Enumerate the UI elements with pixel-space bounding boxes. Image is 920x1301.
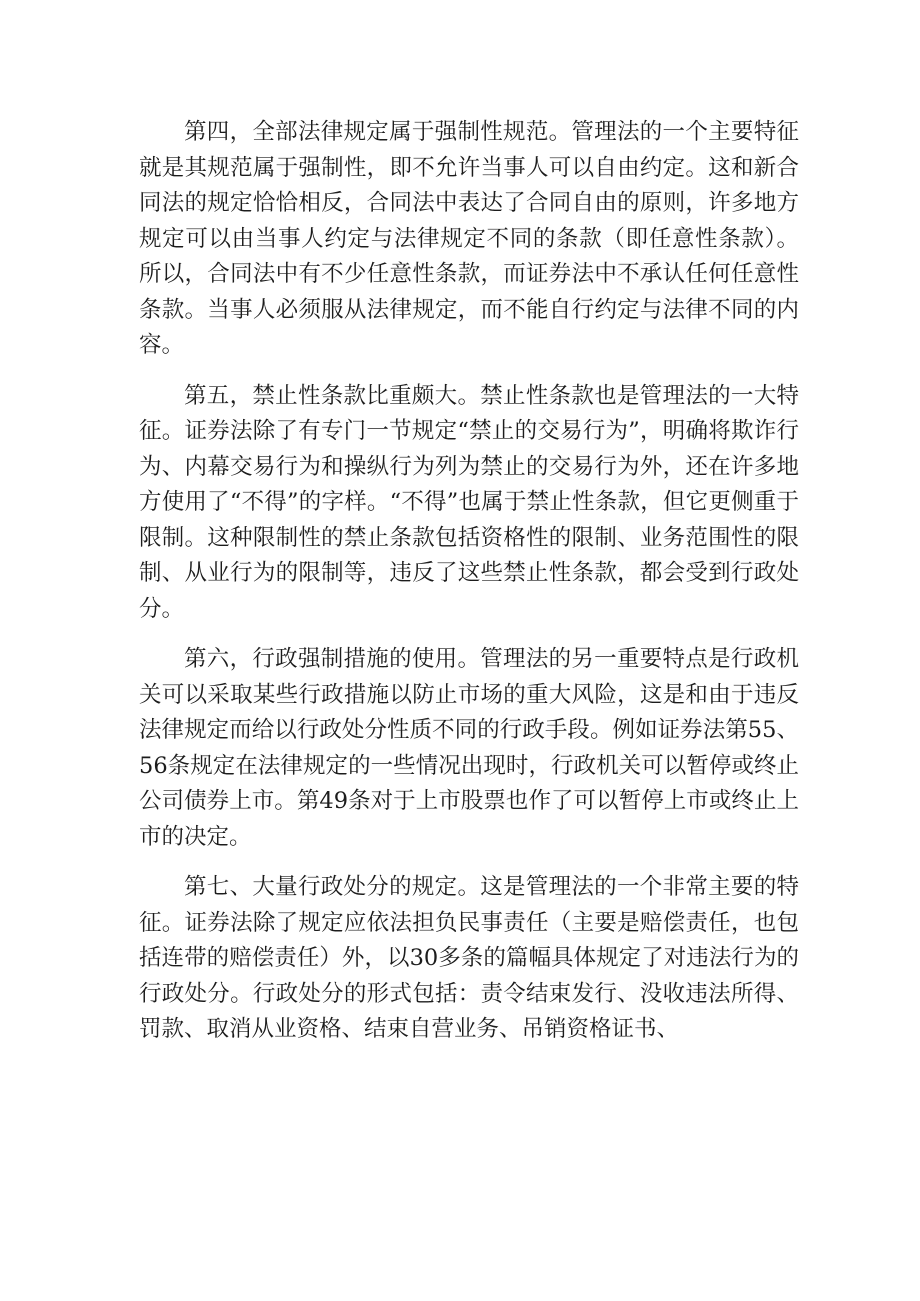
document-body <box>139 115 799 1048</box>
paragraph-seventh-point: 第七、大量行政处分的规定。这是管理法的一个非常主要的特征。证券法除了规定应依法担负民事责任（主要是赔偿责任，也包括连带的赔偿责任）外，以30多条的篇幅具体规定了对违法行为的行政处分。行政处分的形式包括：责令结束发行、没收违法所得、罚款、取消从业资格、结束自营业务、吊销资格证书、 <box>139 874 799 1042</box>
paragraph-sixth-point: 第六，行政强制措施的使用。管理法的另一重要特点是行政机关可以采取某些行政措施以防止市场的重大风险，这是和由于违反法律规定而给以行政处分性质不同的行政手段。例如证券法第55、56条规定在法律规定的一些情况出现时，行政机关可以暂停或终止公司债券上市。第49条对于上市股票也作了可以暂停上市或终止上市的决定。 <box>139 646 799 850</box>
paragraph-fourth-point: 第四，全部法律规定属于强制性规范。管理法的一个主要特征就是其规范属于强制性，即不允许当事人可以自由约定。这和新合同法的规定恰恰相反，合同法中表达了合同自由的原则，许多地方规定可以由当事人约定与法律规定不同的条款（即任意性条款）。所以，合同法中有不少任意性条款，而证券法中不承认任何任意性条款。当事人必须服从法律规定，而不能自行约定与法律不同的内容。 <box>139 119 799 358</box>
paragraph-fifth-point: 第五，禁止性条款比重颇大。禁止性条款也是管理法的一大特征。证券法除了有专门一节规定“禁止的交易行为”，明确将欺诈行为、内幕交易行为和操纵行为列为禁止的交易行为外，还在许多地方使用了“不得”的字样。“不得”也属于禁止性条款，但它更侧重于限制。这种限制性的禁止条款包括资格性的限制、业务范围性的限制、从业行为的限制等，违反了这些禁止性条款，都会受到行政处分。 <box>139 382 799 622</box>
